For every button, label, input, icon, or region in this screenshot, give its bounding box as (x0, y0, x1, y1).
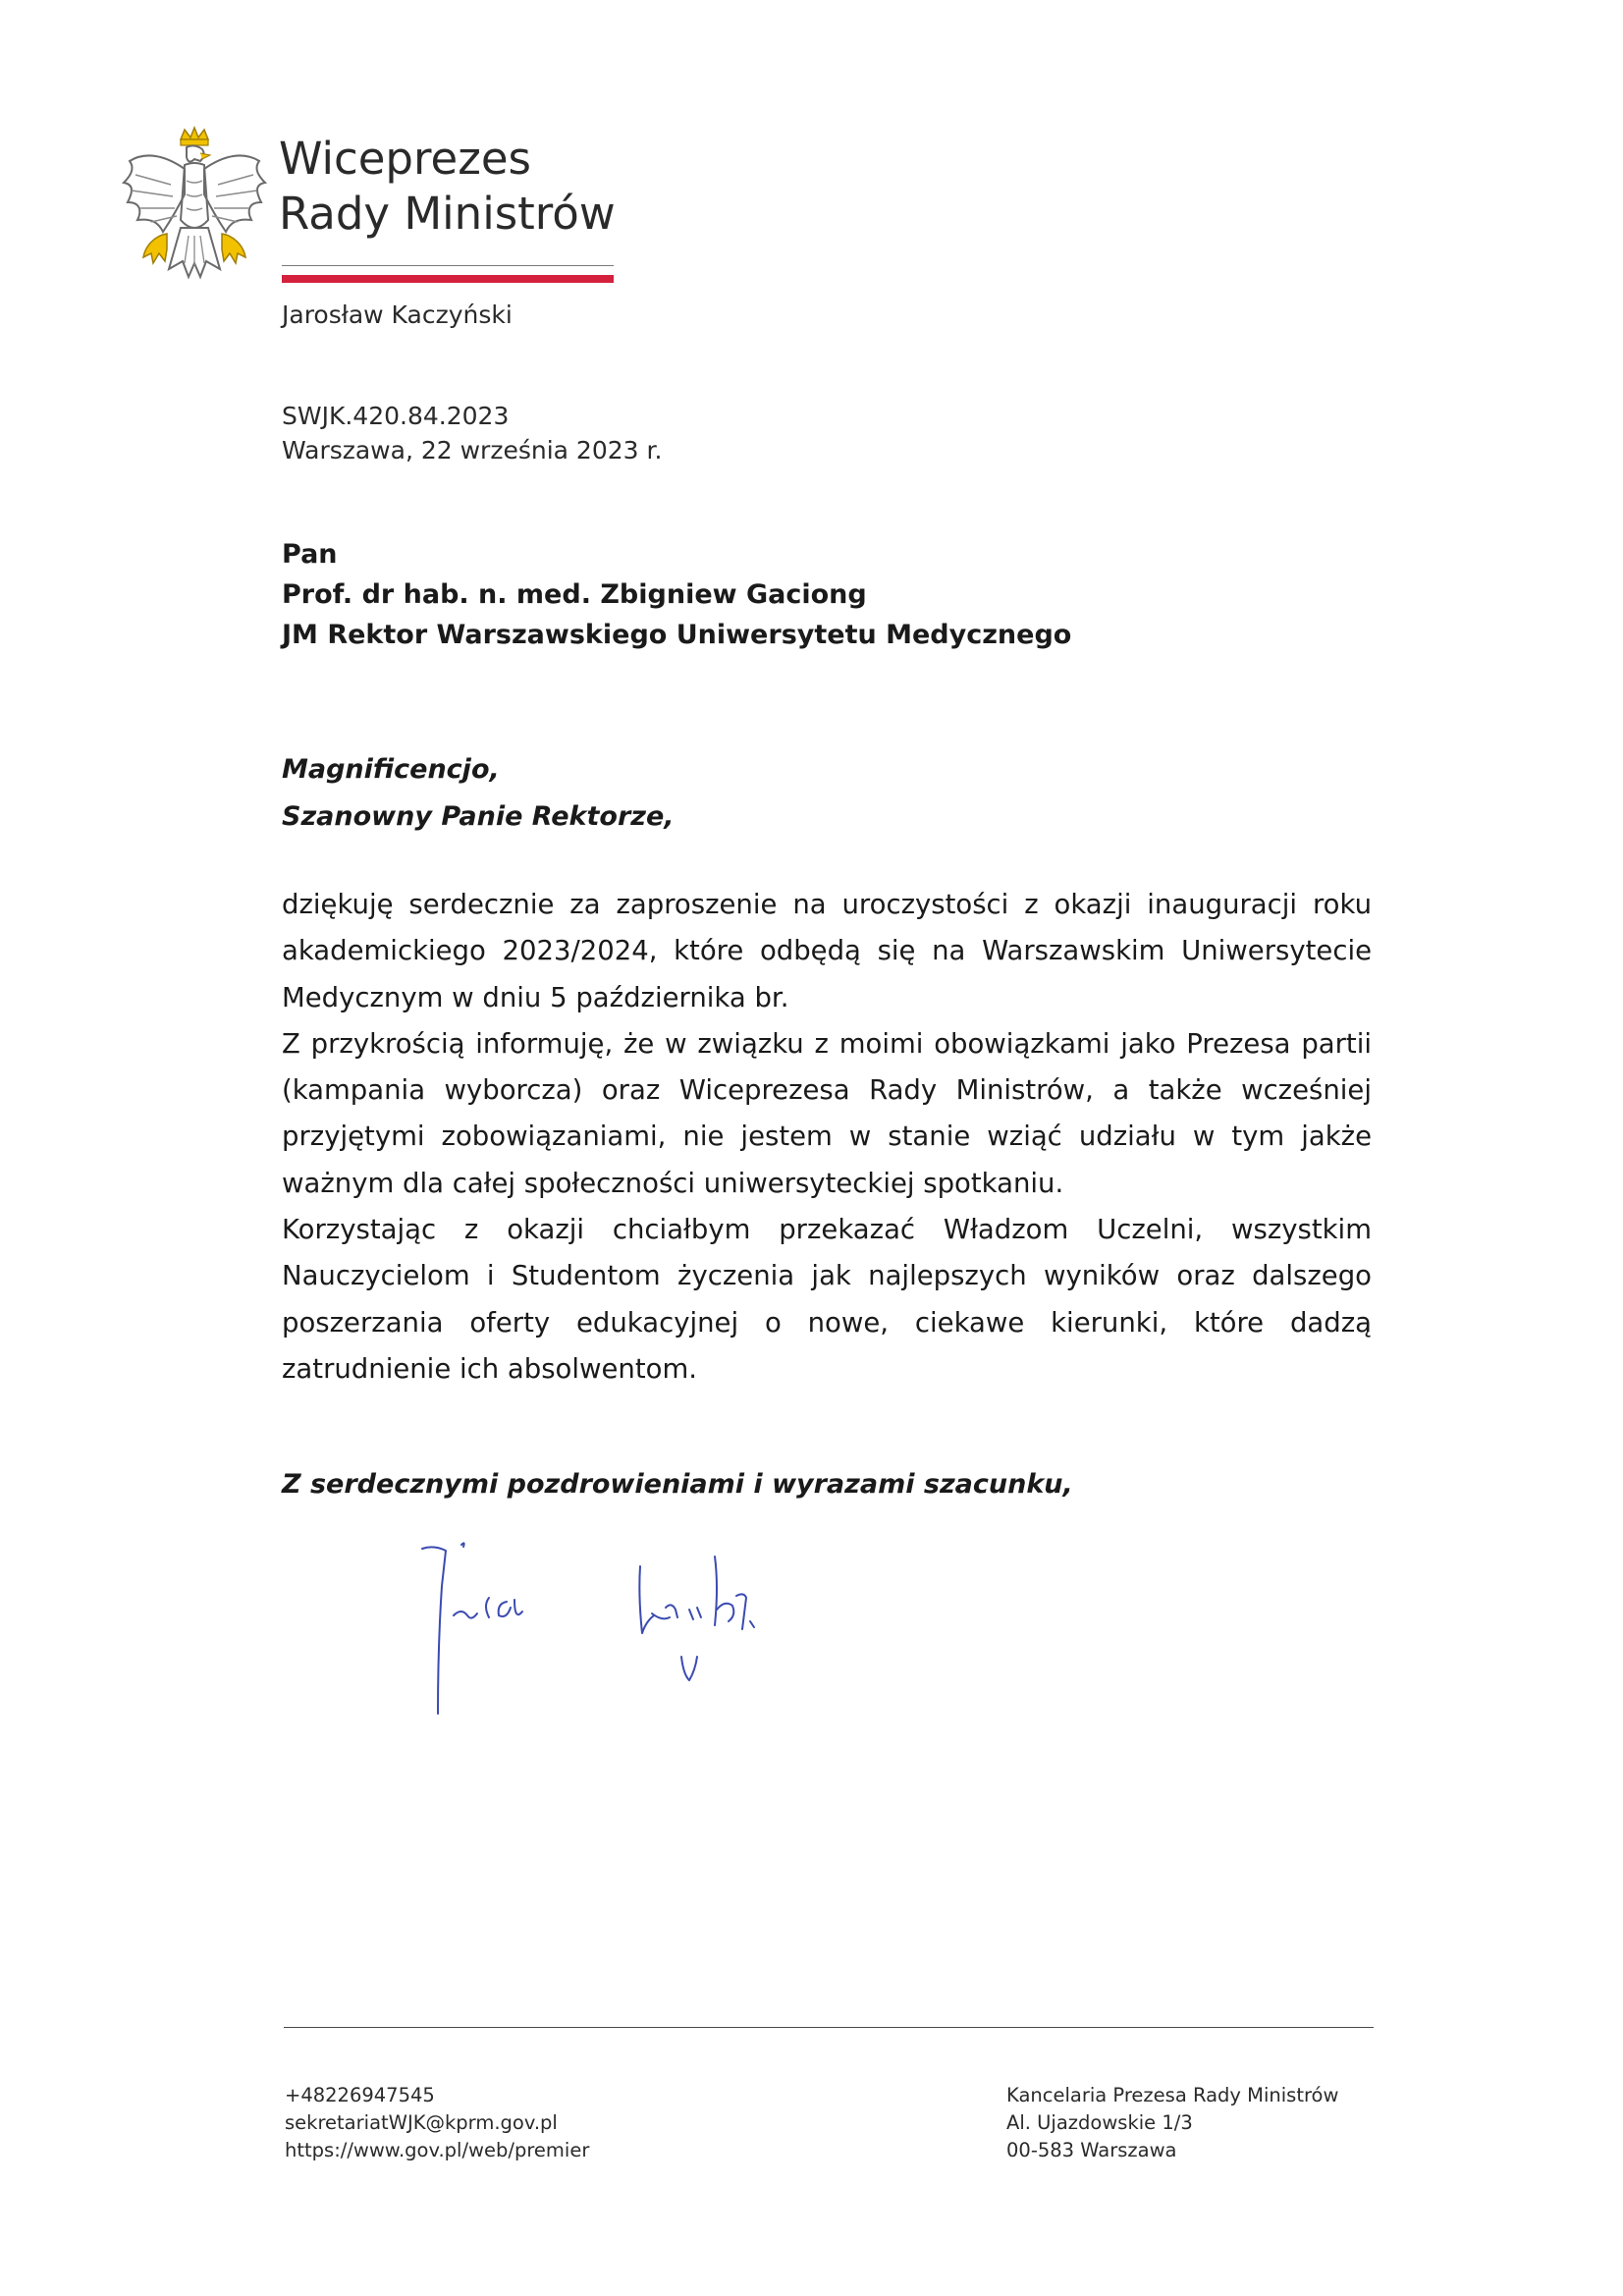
polish-eagle-emblem-icon (116, 126, 273, 289)
body-paragraph: Korzystając z okazji chciałbym przekazać Władzom Uczelni, wszystkim Nauczycielom i Studentom życzenia jak najlepszych wyników oraz dalszego poszerzania oferty edukacyjnej o nowe, ciekawe kierunki, które dadzą zatrudnienie ich absolwentom. (282, 1214, 1372, 1385)
salutation-line1: Magnificencjo, (282, 754, 500, 785)
salutation-line2: Szanowny Panie Rektorze, (282, 801, 675, 832)
footer-street: Al. Ujazdowskie 1/3 (1006, 2111, 1193, 2134)
header-divider (282, 265, 614, 266)
office-title (279, 132, 616, 242)
body-paragraph: Z przykrością informuję, że w związku z moimi obowiązkami jako Prezesa partii (kampania wyborcza) oraz Wiceprezesa Rady Ministrów, a także wcześniej przyjętymi zobowiązaniami, nie jestem w stanie wziąć udziału w tym jakże ważnym dla całej społeczności uniwersyteckiej spotkaniu. (282, 1027, 1372, 1199)
footer-city: 00-583 Warszawa (1006, 2139, 1177, 2161)
closing-line: Z serdecznymi pozdrowieniami i wyrazami szacunku, (282, 1469, 1073, 1500)
footer-phone: +48226947545 (285, 2084, 435, 2106)
addressee-line2: Prof. dr hab. n. med. Zbigniew Gaciong (282, 579, 867, 610)
office-title-line2: Rady Ministrów (279, 188, 616, 240)
letter-body (282, 882, 1372, 1393)
reference-number: SWJK.420.84.2023 (282, 402, 510, 430)
reference-block (282, 399, 662, 467)
salutation (282, 746, 675, 841)
handwritten-signature-icon (412, 1527, 825, 1733)
body-paragraph: dziękuję serdecznie za zaproszenie na uroczystości z okazji inauguracji roku akademickiego 2023/2024, które odbędą się na Warszawskim Uniwersytecie Medycznym w dniu 5 października br. (282, 889, 1372, 1013)
official-name: Jarosław Kaczyński (282, 301, 513, 329)
footer-address (1006, 2082, 1338, 2164)
office-title-line1: Wiceprezes (279, 133, 531, 185)
footer-divider (284, 2027, 1374, 2028)
footer-email[interactable]: sekretariatWJK@kprm.gov.pl (285, 2111, 558, 2134)
addressee-block (282, 534, 1071, 655)
addressee-line1: Pan (282, 539, 338, 570)
addressee-line3: JM Rektor Warszawskiego Uniwersytetu Medycznego (282, 620, 1072, 650)
footer-website[interactable]: https://www.gov.pl/web/premier (285, 2139, 590, 2161)
footer-office: Kancelaria Prezesa Rady Ministrów (1006, 2084, 1339, 2106)
footer-contact (285, 2082, 589, 2164)
header-accent-bar (282, 275, 614, 283)
place-date: Warszawa, 22 września 2023 r. (282, 436, 663, 465)
